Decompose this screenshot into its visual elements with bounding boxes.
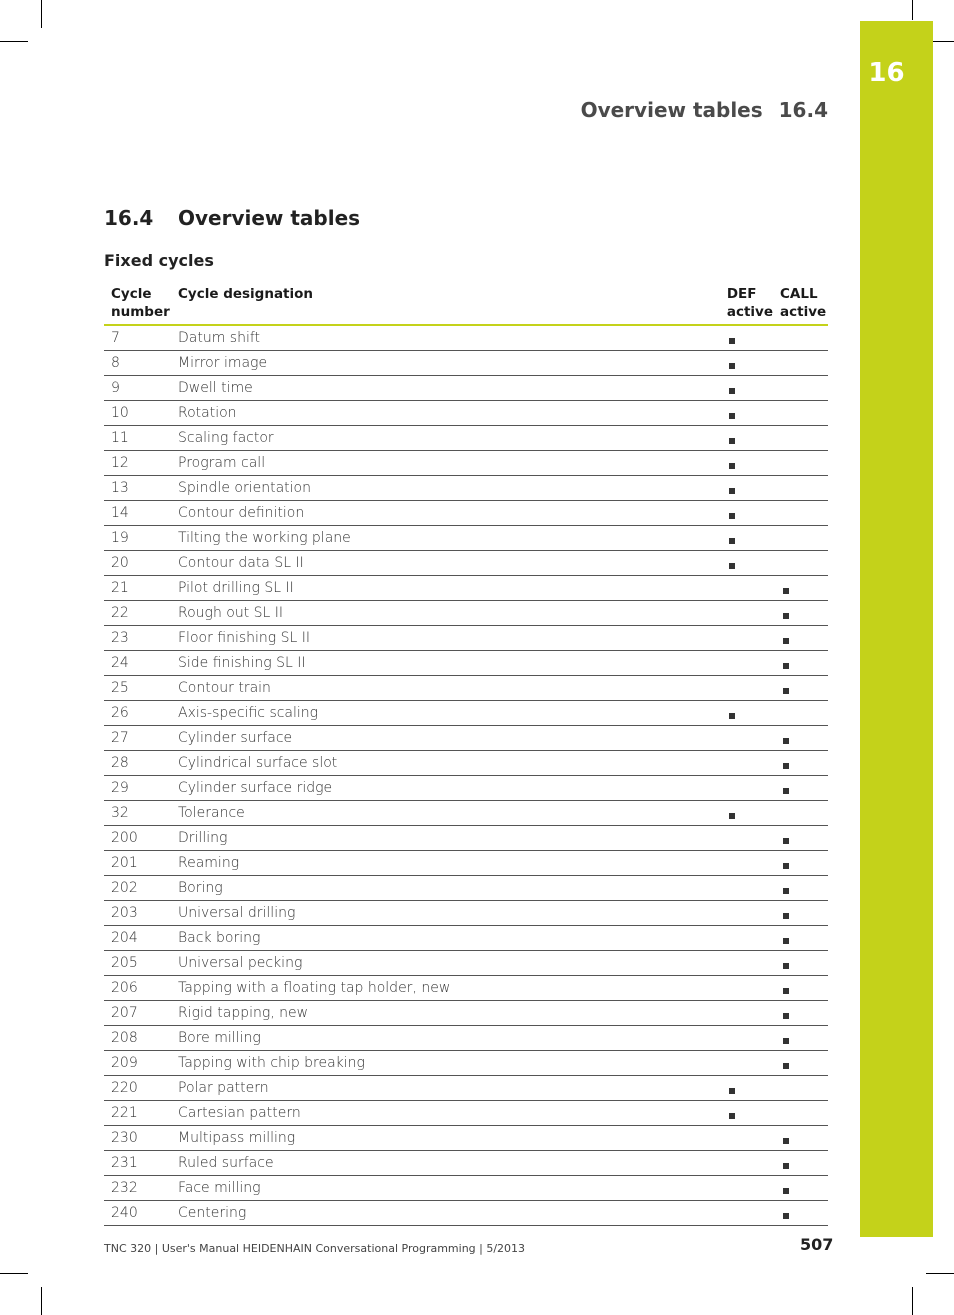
def-active-cell bbox=[720, 776, 773, 801]
active-marker-icon bbox=[783, 763, 789, 769]
table-row bbox=[104, 901, 828, 926]
call-active-cell bbox=[773, 826, 828, 851]
table-row bbox=[104, 451, 828, 476]
active-marker-icon bbox=[783, 1188, 789, 1194]
active-marker-icon bbox=[729, 713, 735, 719]
def-active-cell bbox=[720, 1026, 773, 1051]
section-title bbox=[104, 206, 360, 230]
table-row bbox=[104, 376, 828, 401]
call-active-cell bbox=[773, 876, 828, 901]
running-header bbox=[581, 98, 828, 122]
def-active-cell bbox=[720, 401, 773, 426]
active-marker-icon bbox=[729, 1088, 735, 1094]
call-active-cell bbox=[773, 701, 828, 726]
active-marker-icon bbox=[783, 688, 789, 694]
def-active-cell bbox=[720, 501, 773, 526]
active-marker-icon bbox=[783, 588, 789, 594]
def-active-cell bbox=[720, 826, 773, 851]
cycle-number-cell: 240 bbox=[104, 1201, 171, 1226]
cycle-number-cell: 12 bbox=[104, 451, 171, 476]
active-marker-icon bbox=[783, 1138, 789, 1144]
def-active-cell bbox=[720, 551, 773, 576]
cycle-number-cell: 203 bbox=[104, 901, 171, 926]
cycle-number-cell: 201 bbox=[104, 851, 171, 876]
table-row bbox=[104, 1101, 828, 1126]
cycle-designation-cell: Side finishing SL II bbox=[171, 651, 720, 676]
active-marker-icon bbox=[783, 863, 789, 869]
table-header-row bbox=[104, 284, 828, 325]
cycle-designation-cell: Rough out SL II bbox=[171, 601, 720, 626]
crop-mark bbox=[912, 0, 913, 20]
def-active-cell bbox=[720, 526, 773, 551]
table-row bbox=[104, 1151, 828, 1176]
call-active-cell bbox=[773, 1101, 828, 1126]
cycle-designation-cell: Tapping with a floating tap holder, new bbox=[171, 976, 720, 1001]
call-active-cell bbox=[773, 1176, 828, 1201]
crop-mark bbox=[41, 0, 42, 28]
cycle-number-cell: 231 bbox=[104, 1151, 171, 1176]
call-active-cell bbox=[773, 401, 828, 426]
cycle-number-cell: 204 bbox=[104, 926, 171, 951]
cycle-number-cell: 21 bbox=[104, 576, 171, 601]
cycle-number-cell: 25 bbox=[104, 676, 171, 701]
cycle-number-cell: 22 bbox=[104, 601, 171, 626]
def-active-cell bbox=[720, 1101, 773, 1126]
cycle-designation-cell: Axis-specific scaling bbox=[171, 701, 720, 726]
table-row bbox=[104, 401, 828, 426]
active-marker-icon bbox=[783, 638, 789, 644]
table-row bbox=[104, 876, 828, 901]
table-row bbox=[104, 651, 828, 676]
cycle-designation-cell: Scaling factor bbox=[171, 426, 720, 451]
cycle-number-cell: 209 bbox=[104, 1051, 171, 1076]
cycle-designation-cell: Program call bbox=[171, 451, 720, 476]
call-active-cell bbox=[773, 976, 828, 1001]
def-active-cell bbox=[720, 651, 773, 676]
cycle-designation-cell: Multipass milling bbox=[171, 1126, 720, 1151]
def-active-cell bbox=[720, 325, 773, 351]
def-active-cell bbox=[720, 876, 773, 901]
call-active-cell bbox=[773, 601, 828, 626]
active-marker-icon bbox=[729, 463, 735, 469]
cycle-number-cell: 14 bbox=[104, 501, 171, 526]
cycle-designation-cell: Boring bbox=[171, 876, 720, 901]
cycle-designation-cell: Tilting the working plane bbox=[171, 526, 720, 551]
active-marker-icon bbox=[729, 363, 735, 369]
call-active-cell bbox=[773, 1001, 828, 1026]
header-cycle-number: Cycle number bbox=[104, 284, 171, 325]
active-marker-icon bbox=[783, 738, 789, 744]
call-active-cell bbox=[773, 901, 828, 926]
cycle-designation-cell: Universal pecking bbox=[171, 951, 720, 976]
header-def-active: DEF active bbox=[720, 284, 773, 325]
table-row bbox=[104, 526, 828, 551]
cycle-number-cell: 205 bbox=[104, 951, 171, 976]
active-marker-icon bbox=[783, 988, 789, 994]
cycle-designation-cell: Back boring bbox=[171, 926, 720, 951]
call-active-cell bbox=[773, 426, 828, 451]
active-marker-icon bbox=[783, 963, 789, 969]
call-active-cell bbox=[773, 576, 828, 601]
def-active-cell bbox=[720, 476, 773, 501]
cycle-designation-cell: Tolerance bbox=[171, 801, 720, 826]
table-row bbox=[104, 751, 828, 776]
cycle-designation-cell: Reaming bbox=[171, 851, 720, 876]
crop-mark bbox=[912, 1287, 913, 1315]
def-active-cell bbox=[720, 376, 773, 401]
section-number: 16.4 bbox=[104, 206, 154, 230]
table-row bbox=[104, 1076, 828, 1101]
crop-mark bbox=[0, 1273, 28, 1274]
call-active-cell bbox=[773, 476, 828, 501]
table-row bbox=[104, 601, 828, 626]
cycle-designation-cell: Rotation bbox=[171, 401, 720, 426]
cycle-number-cell: 29 bbox=[104, 776, 171, 801]
table-row bbox=[104, 676, 828, 701]
table-row bbox=[104, 576, 828, 601]
table-row bbox=[104, 1051, 828, 1076]
def-active-cell bbox=[720, 1176, 773, 1201]
cycle-number-cell: 202 bbox=[104, 876, 171, 901]
cycle-number-cell: 9 bbox=[104, 376, 171, 401]
footer-text: TNC 320 | User's Manual HEIDENHAIN Conversational Programming | 5/2013 bbox=[104, 1242, 526, 1255]
cycle-designation-cell: Contour train bbox=[171, 676, 720, 701]
cycle-number-cell: 28 bbox=[104, 751, 171, 776]
section-heading: Overview tables bbox=[178, 206, 361, 230]
active-marker-icon bbox=[783, 1038, 789, 1044]
cycle-number-cell: 208 bbox=[104, 1026, 171, 1051]
def-active-cell bbox=[720, 701, 773, 726]
active-marker-icon bbox=[783, 838, 789, 844]
call-active-cell bbox=[773, 351, 828, 376]
active-marker-icon bbox=[729, 388, 735, 394]
def-active-cell bbox=[720, 951, 773, 976]
table-row bbox=[104, 826, 828, 851]
call-active-cell bbox=[773, 1126, 828, 1151]
cycle-designation-cell: Tapping with chip breaking bbox=[171, 1051, 720, 1076]
def-active-cell bbox=[720, 601, 773, 626]
table-row bbox=[104, 551, 828, 576]
call-active-cell bbox=[773, 626, 828, 651]
cycle-designation-cell: Ruled surface bbox=[171, 1151, 720, 1176]
def-active-cell bbox=[720, 851, 773, 876]
def-active-cell bbox=[720, 426, 773, 451]
header-cycle-designation: Cycle designation bbox=[171, 284, 720, 325]
table-row bbox=[104, 1176, 828, 1201]
table-row bbox=[104, 776, 828, 801]
call-active-cell bbox=[773, 501, 828, 526]
table-row bbox=[104, 325, 828, 351]
table-row bbox=[104, 1001, 828, 1026]
def-active-cell bbox=[720, 926, 773, 951]
cycle-designation-cell: Bore milling bbox=[171, 1026, 720, 1051]
call-active-cell bbox=[773, 1051, 828, 1076]
active-marker-icon bbox=[729, 438, 735, 444]
def-active-cell bbox=[720, 1126, 773, 1151]
crop-mark bbox=[0, 41, 28, 42]
active-marker-icon bbox=[729, 338, 735, 344]
table-row bbox=[104, 626, 828, 651]
cycle-number-cell: 207 bbox=[104, 1001, 171, 1026]
table-row bbox=[104, 1201, 828, 1226]
table-row bbox=[104, 801, 828, 826]
def-active-cell bbox=[720, 451, 773, 476]
call-active-cell bbox=[773, 951, 828, 976]
call-active-cell bbox=[773, 376, 828, 401]
def-active-cell bbox=[720, 901, 773, 926]
active-marker-icon bbox=[783, 613, 789, 619]
active-marker-icon bbox=[783, 1163, 789, 1169]
table-row bbox=[104, 1126, 828, 1151]
active-marker-icon bbox=[729, 1113, 735, 1119]
cycle-designation-cell: Mirror image bbox=[171, 351, 720, 376]
call-active-cell bbox=[773, 1151, 828, 1176]
call-active-cell bbox=[773, 676, 828, 701]
active-marker-icon bbox=[729, 813, 735, 819]
cycle-designation-cell: Cylindrical surface slot bbox=[171, 751, 720, 776]
table-row bbox=[104, 426, 828, 451]
cycle-number-cell: 230 bbox=[104, 1126, 171, 1151]
call-active-cell bbox=[773, 526, 828, 551]
page-number: 507 bbox=[800, 1235, 834, 1254]
cycle-number-cell: 206 bbox=[104, 976, 171, 1001]
active-marker-icon bbox=[729, 413, 735, 419]
active-marker-icon bbox=[783, 788, 789, 794]
def-active-cell bbox=[720, 676, 773, 701]
cycle-number-cell: 32 bbox=[104, 801, 171, 826]
active-marker-icon bbox=[783, 1213, 789, 1219]
table-row bbox=[104, 351, 828, 376]
active-marker-icon bbox=[783, 663, 789, 669]
cycle-designation-cell: Rigid tapping, new bbox=[171, 1001, 720, 1026]
cycle-designation-cell: Contour data SL II bbox=[171, 551, 720, 576]
cycle-number-cell: 232 bbox=[104, 1176, 171, 1201]
call-active-cell bbox=[773, 651, 828, 676]
cycle-designation-cell: Pilot drilling SL II bbox=[171, 576, 720, 601]
cycle-number-cell: 19 bbox=[104, 526, 171, 551]
subsection-title: Fixed cycles bbox=[104, 251, 214, 270]
call-active-cell bbox=[773, 926, 828, 951]
def-active-cell bbox=[720, 626, 773, 651]
cycle-designation-cell: Polar pattern bbox=[171, 1076, 720, 1101]
chapter-tab bbox=[860, 21, 933, 1237]
cycle-designation-cell: Cartesian pattern bbox=[171, 1101, 720, 1126]
cycle-designation-cell: Spindle orientation bbox=[171, 476, 720, 501]
def-active-cell bbox=[720, 1201, 773, 1226]
def-active-cell bbox=[720, 1051, 773, 1076]
cycles-table bbox=[104, 284, 828, 1226]
def-active-cell bbox=[720, 801, 773, 826]
cycle-number-cell: 27 bbox=[104, 726, 171, 751]
active-marker-icon bbox=[729, 538, 735, 544]
table-row bbox=[104, 926, 828, 951]
cycle-number-cell: 23 bbox=[104, 626, 171, 651]
table-row bbox=[104, 501, 828, 526]
cycle-designation-cell: Centering bbox=[171, 1201, 720, 1226]
cycle-designation-cell: Drilling bbox=[171, 826, 720, 851]
cycle-designation-cell: Floor finishing SL II bbox=[171, 626, 720, 651]
call-active-cell bbox=[773, 325, 828, 351]
def-active-cell bbox=[720, 1001, 773, 1026]
def-active-cell bbox=[720, 976, 773, 1001]
cycle-number-cell: 8 bbox=[104, 351, 171, 376]
crop-mark bbox=[41, 1287, 42, 1315]
cycle-number-cell: 26 bbox=[104, 701, 171, 726]
running-header-title: Overview tables bbox=[580, 98, 763, 122]
cycle-number-cell: 200 bbox=[104, 826, 171, 851]
def-active-cell bbox=[720, 351, 773, 376]
cycle-number-cell: 24 bbox=[104, 651, 171, 676]
cycle-number-cell: 11 bbox=[104, 426, 171, 451]
table-row bbox=[104, 976, 828, 1001]
active-marker-icon bbox=[729, 513, 735, 519]
cycle-designation-cell: Cylinder surface ridge bbox=[171, 776, 720, 801]
active-marker-icon bbox=[783, 938, 789, 944]
header-call-active: CALL active bbox=[773, 284, 828, 325]
cycle-designation-cell: Dwell time bbox=[171, 376, 720, 401]
call-active-cell bbox=[773, 451, 828, 476]
def-active-cell bbox=[720, 1151, 773, 1176]
table-row bbox=[104, 851, 828, 876]
cycle-designation-cell: Datum shift bbox=[171, 325, 720, 351]
cycle-designation-cell: Contour definition bbox=[171, 501, 720, 526]
active-marker-icon bbox=[783, 1013, 789, 1019]
def-active-cell bbox=[720, 726, 773, 751]
active-marker-icon bbox=[783, 913, 789, 919]
cycle-designation-cell: Face milling bbox=[171, 1176, 720, 1201]
cycle-number-cell: 20 bbox=[104, 551, 171, 576]
def-active-cell bbox=[720, 576, 773, 601]
active-marker-icon bbox=[783, 1063, 789, 1069]
call-active-cell bbox=[773, 751, 828, 776]
call-active-cell bbox=[773, 726, 828, 751]
cycle-number-cell: 220 bbox=[104, 1076, 171, 1101]
call-active-cell bbox=[773, 776, 828, 801]
call-active-cell bbox=[773, 1026, 828, 1051]
cycle-number-cell: 13 bbox=[104, 476, 171, 501]
active-marker-icon bbox=[729, 563, 735, 569]
chapter-tab-number: 16 bbox=[868, 58, 905, 88]
table-row bbox=[104, 726, 828, 751]
call-active-cell bbox=[773, 851, 828, 876]
active-marker-icon bbox=[729, 488, 735, 494]
cycle-number-cell: 7 bbox=[104, 325, 171, 351]
running-header-number: 16.4 bbox=[778, 98, 828, 122]
crop-mark bbox=[926, 1273, 954, 1274]
cycle-designation-cell: Universal drilling bbox=[171, 901, 720, 926]
table-row bbox=[104, 701, 828, 726]
call-active-cell bbox=[773, 1076, 828, 1101]
cycle-number-cell: 221 bbox=[104, 1101, 171, 1126]
call-active-cell bbox=[773, 551, 828, 576]
def-active-cell bbox=[720, 751, 773, 776]
active-marker-icon bbox=[783, 888, 789, 894]
call-active-cell bbox=[773, 801, 828, 826]
cycle-designation-cell: Cylinder surface bbox=[171, 726, 720, 751]
call-active-cell bbox=[773, 1201, 828, 1226]
table-row bbox=[104, 951, 828, 976]
def-active-cell bbox=[720, 1076, 773, 1101]
cycle-number-cell: 10 bbox=[104, 401, 171, 426]
table-row bbox=[104, 1026, 828, 1051]
table-row bbox=[104, 476, 828, 501]
